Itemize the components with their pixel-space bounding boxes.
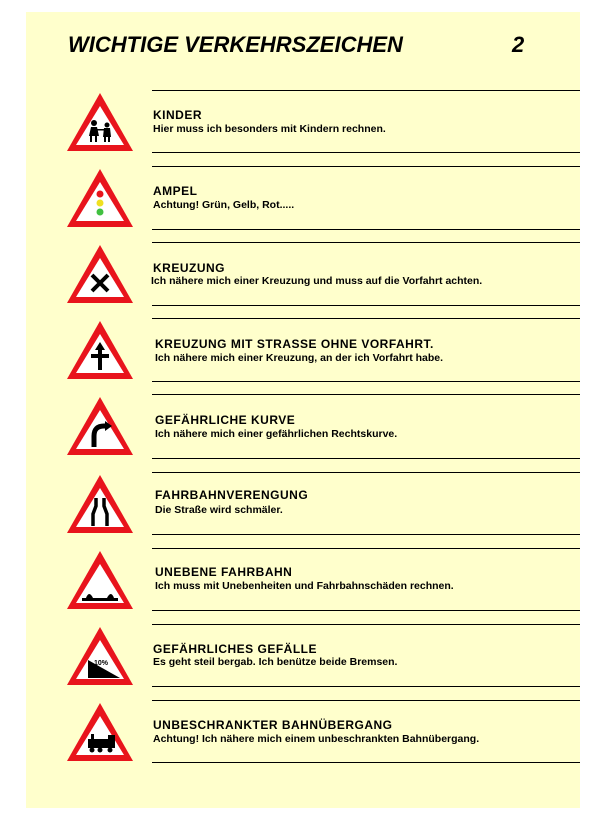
writing-line xyxy=(152,242,580,243)
children-icon xyxy=(64,90,136,154)
page-number: 2 xyxy=(512,32,525,57)
road-narrows-icon xyxy=(64,472,136,536)
sign-heading: UNBESCHRANKTER BAHNÜBERGANG xyxy=(153,718,393,732)
writing-line xyxy=(152,229,580,230)
sign-description: Ich muss mit Unebenheiten und Fahrbahnschäden rechnen. xyxy=(155,580,454,592)
sign-heading: KINDER xyxy=(153,108,203,122)
sign-description: Ich nähere mich einer Kreuzung, an der ich Vorfahrt habe. xyxy=(155,352,444,364)
writing-line xyxy=(152,381,580,382)
sign-heading: KREUZUNG MIT STRASSE OHNE VORFAHRT. xyxy=(155,337,434,351)
sign-description: Ich nähere mich einer Kreuzung und muss auf die Vorfahrt achten. xyxy=(151,275,483,287)
sign-heading: FAHRBAHNVERENGUNG xyxy=(155,488,309,502)
sign-description: Ich nähere mich einer gefährlichen Rechtskurve. xyxy=(155,428,398,440)
sign-heading: UNEBENE FAHRBAHN xyxy=(155,565,293,579)
railway-crossing-icon xyxy=(64,700,136,764)
page-title: WICHTIGE VERKEHRSZEICHEN xyxy=(68,32,403,57)
uneven-road-icon xyxy=(64,548,136,612)
writing-line xyxy=(152,610,580,611)
writing-line xyxy=(152,458,580,459)
writing-line xyxy=(152,700,580,701)
grade-label: 10% xyxy=(94,660,109,667)
sign-description: Die Straße wird schmäler. xyxy=(155,504,283,516)
traffic-light-icon xyxy=(64,166,136,230)
sign-heading: KREUZUNG xyxy=(153,261,225,275)
sign-heading: GEFÄHRLICHES GEFÄLLE xyxy=(153,642,318,656)
writing-line xyxy=(152,166,580,167)
priority-crossroad-icon xyxy=(64,318,136,382)
writing-line xyxy=(152,90,580,91)
sign-description: Hier muss ich besonders mit Kindern rechnen. xyxy=(153,123,386,135)
writing-line xyxy=(152,472,580,473)
crossroads-icon xyxy=(64,242,136,306)
writing-line xyxy=(152,152,580,153)
sign-description: Es geht steil bergab. Ich benütze beide Bremsen. xyxy=(153,656,398,668)
writing-line xyxy=(152,624,580,625)
steep-descent-icon xyxy=(64,624,136,688)
writing-line xyxy=(152,534,580,535)
sign-heading: GEFÄHRLICHE KURVE xyxy=(155,413,296,427)
writing-line xyxy=(152,548,580,549)
writing-line xyxy=(152,305,580,306)
sign-description: Achtung! Ich nähere mich einem unbeschrankten Bahnübergang. xyxy=(153,733,480,745)
writing-line xyxy=(152,686,580,687)
sign-description: Achtung! Grün, Gelb, Rot..... xyxy=(153,199,295,211)
sign-heading: AMPEL xyxy=(153,184,198,198)
writing-line xyxy=(152,394,580,395)
right-curve-icon xyxy=(64,394,136,458)
writing-line xyxy=(152,318,580,319)
writing-line xyxy=(152,762,580,763)
